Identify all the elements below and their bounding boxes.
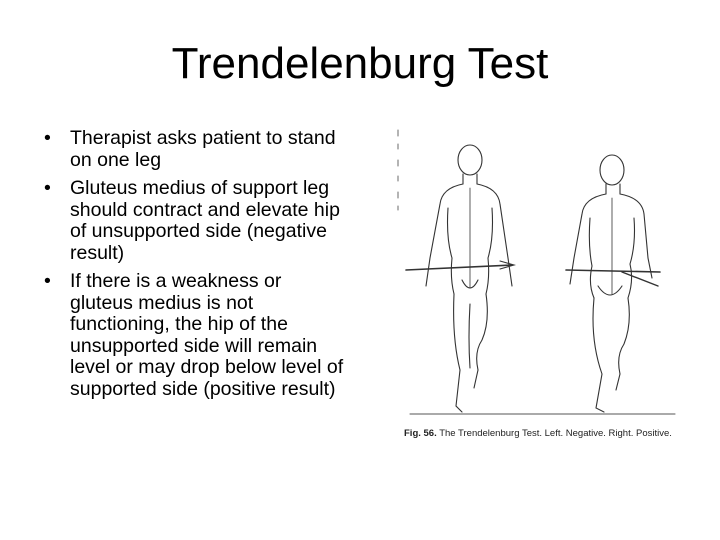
figure-caption [404, 428, 674, 440]
slide-title: Trendelenburg Test [171, 39, 549, 88]
bullet-item: • Therapist asks patient to stand on one leg [44, 128, 349, 171]
figure-drawing [390, 108, 680, 428]
bullet-item: • If there is a weakness or gluteus medius is not functioning, the hip of the unsupported side will remain level or may drop below level of supported side (positive result) [44, 271, 349, 400]
caption-number: Fig. 56. [404, 428, 437, 439]
bullet-item: • Gluteus medius of support leg should contract and elevate hip of unsupported side (negative result) [44, 178, 349, 264]
bullet-list [44, 128, 349, 407]
trendelenburg-illustration [390, 108, 680, 468]
caption-text: The Trendelenburg Test. Left. Negative. Right. Positive. [439, 428, 672, 439]
